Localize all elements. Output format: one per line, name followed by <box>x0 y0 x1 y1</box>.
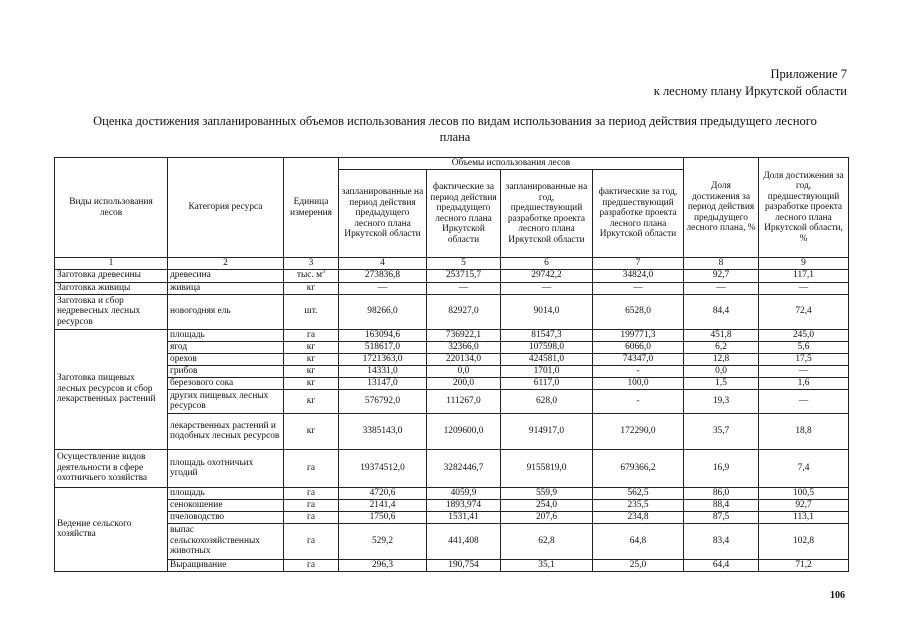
unit-cell: кг <box>284 389 339 413</box>
value-cell: 19,3 <box>684 389 759 413</box>
header-unit: Единица измерения <box>284 158 339 258</box>
value-cell: 19374512,0 <box>339 449 427 487</box>
unit-cell: кг <box>284 353 339 365</box>
value-cell: 273836,8 <box>339 269 427 282</box>
value-cell: 424581,0 <box>501 353 593 365</box>
title-line-2: плана <box>439 130 471 144</box>
value-cell: 441,408 <box>427 523 501 559</box>
value-cell: 6528,0 <box>593 294 684 329</box>
unit-cell: кг <box>284 341 339 353</box>
resource-category: других пищевых лесных ресурсов <box>168 389 284 413</box>
value-cell: 518617,0 <box>339 341 427 353</box>
unit-superscript: 3 <box>322 269 326 276</box>
value-cell: 72,4 <box>759 294 849 329</box>
value-cell: 87,5 <box>684 511 759 523</box>
value-cell: 14331,0 <box>339 365 427 377</box>
value-cell: 190,754 <box>427 559 501 571</box>
title-line-1: Оценка достижения запланированных объемов использования лесов по видам использования за период действия предыдущего лесного <box>93 114 817 128</box>
column-number: 5 <box>427 258 501 270</box>
table-row-growing <box>55 559 849 571</box>
resource-category: живица <box>168 282 284 294</box>
value-cell: 1209600,0 <box>427 413 501 449</box>
value-cell: 81547,3 <box>501 329 593 341</box>
value-cell: 679366,2 <box>593 449 684 487</box>
value-cell: 29742,2 <box>501 269 593 282</box>
value-cell: — <box>593 282 684 294</box>
value-cell: 0,0 <box>684 365 759 377</box>
column-number: 8 <box>684 258 759 270</box>
table-row-grazing <box>55 523 849 559</box>
unit-cell: кг <box>284 282 339 294</box>
value-cell: — <box>759 282 849 294</box>
usage-kind: Заготовка древесины <box>55 269 168 282</box>
column-number: 4 <box>339 258 427 270</box>
table-row-medicinal <box>55 413 849 449</box>
value-cell: 4720,6 <box>339 487 427 499</box>
value-cell: 207,6 <box>501 511 593 523</box>
value-cell: 32366,0 <box>427 341 501 353</box>
usage-kind: Заготовка и сбор недревесных лесных ресурсов <box>55 294 168 329</box>
value-cell: 559,9 <box>501 487 593 499</box>
value-cell: 111267,0 <box>427 389 501 413</box>
page-number: 106 <box>830 590 845 601</box>
value-cell: 1750,6 <box>339 511 427 523</box>
column-number: 2 <box>168 258 284 270</box>
header-volumes-group: Объемы использования лесов <box>339 158 684 170</box>
value-cell: — <box>501 282 593 294</box>
value-cell: 245,0 <box>759 329 849 341</box>
value-cell: 235,5 <box>593 499 684 511</box>
value-cell: 9155819,0 <box>501 449 593 487</box>
value-cell: 5,6 <box>759 341 849 353</box>
header-actual-period: фактические за период действия предыдущего лесного плана Иркутской области <box>427 170 501 258</box>
value-cell: 117,1 <box>759 269 849 282</box>
resource-category: площадь <box>168 329 284 341</box>
table-row-haymaking <box>55 499 849 511</box>
unit-cell: га <box>284 449 339 487</box>
value-cell: 1701,0 <box>501 365 593 377</box>
usage-kind: Заготовка живицы <box>55 282 168 294</box>
value-cell: 35,7 <box>684 413 759 449</box>
column-number-row <box>55 258 849 270</box>
table-row-hunting <box>55 449 849 487</box>
header-share-year: Доля достижения за год, предшествующий разработке проекта лесного плана Иркутской области, % <box>759 158 849 258</box>
unit-cell: шт. <box>284 294 339 329</box>
value-cell: 914917,0 <box>501 413 593 449</box>
header-planned-period: запланированные на период действия предыдущего лесного плана Иркутской области <box>339 170 427 258</box>
unit-cell <box>284 269 339 282</box>
value-cell: — <box>759 365 849 377</box>
value-cell: 451,8 <box>684 329 759 341</box>
resource-category: грибов <box>168 365 284 377</box>
value-cell: 64,8 <box>593 523 684 559</box>
value-cell: 25,0 <box>593 559 684 571</box>
value-cell: 4059,9 <box>427 487 501 499</box>
value-cell: - <box>593 365 684 377</box>
resource-category: сенокошение <box>168 499 284 511</box>
value-cell: 100,5 <box>759 487 849 499</box>
value-cell: 1893,974 <box>427 499 501 511</box>
column-number: 9 <box>759 258 849 270</box>
value-cell: 529,2 <box>339 523 427 559</box>
unit-cell: га <box>284 559 339 571</box>
value-cell: 253715,7 <box>427 269 501 282</box>
value-cell: 7,4 <box>759 449 849 487</box>
header-actual-year: фактические за год, предшествующий разработке проекта лесного плана Иркутской области <box>593 170 684 258</box>
value-cell: 62,8 <box>501 523 593 559</box>
resource-category: ягод <box>168 341 284 353</box>
value-cell: 34824,0 <box>593 269 684 282</box>
value-cell: 3282446,7 <box>427 449 501 487</box>
value-cell: - <box>593 389 684 413</box>
usage-kind: Заготовка пищевых лесных ресурсов и сбор лекарственных растений <box>55 329 168 449</box>
value-cell: 2141,4 <box>339 499 427 511</box>
value-cell: 113,1 <box>759 511 849 523</box>
header-kind: Виды использования лесов <box>55 158 168 258</box>
column-number: 1 <box>55 258 168 270</box>
header-category: Категория ресурса <box>168 158 284 258</box>
appendix-reference: к лесному плану Иркутской области <box>653 84 847 98</box>
resource-category: новогодняя ель <box>168 294 284 329</box>
value-cell: 86,0 <box>684 487 759 499</box>
unit-cell: кг <box>284 365 339 377</box>
resource-category: лекарственных растений и подобных лесных ресурсов <box>168 413 284 449</box>
value-cell: — <box>759 389 849 413</box>
usage-kind: Осуществление видов деятельности в сфере охотничьего хозяйства <box>55 449 168 487</box>
unit-cell: га <box>284 487 339 499</box>
value-cell: 12,8 <box>684 353 759 365</box>
header-row-1 <box>55 158 849 170</box>
value-cell: 64,4 <box>684 559 759 571</box>
value-cell: 234,8 <box>593 511 684 523</box>
column-number: 6 <box>501 258 593 270</box>
unit-cell: га <box>284 523 339 559</box>
value-cell: 1721363,0 <box>339 353 427 365</box>
value-cell: 1,6 <box>759 377 849 389</box>
value-cell: 88,4 <box>684 499 759 511</box>
value-cell: 100,0 <box>593 377 684 389</box>
column-number: 7 <box>593 258 684 270</box>
resource-category: березового сока <box>168 377 284 389</box>
resource-category: орехов <box>168 353 284 365</box>
value-cell: 200,0 <box>427 377 501 389</box>
resource-category: площадь <box>168 487 284 499</box>
unit-cell: кг <box>284 413 339 449</box>
value-cell: 84,4 <box>684 294 759 329</box>
usage-kind: Ведение сельского хозяйства <box>55 487 168 571</box>
value-cell: 83,4 <box>684 523 759 559</box>
value-cell: 0,0 <box>427 365 501 377</box>
value-cell: 1531,41 <box>427 511 501 523</box>
value-cell: 296,3 <box>339 559 427 571</box>
value-cell: 92,7 <box>759 499 849 511</box>
value-cell: 13147,0 <box>339 377 427 389</box>
value-cell: 562,5 <box>593 487 684 499</box>
table-row-agri-area <box>55 487 849 499</box>
table-row-mushrooms <box>55 365 849 377</box>
resource-category: Выращивание <box>168 559 284 571</box>
table-row-berries <box>55 341 849 353</box>
column-number: 3 <box>284 258 339 270</box>
value-cell: 6117,0 <box>501 377 593 389</box>
unit-cell: га <box>284 499 339 511</box>
value-cell: 16,9 <box>684 449 759 487</box>
document-title <box>60 113 850 145</box>
value-cell: 220134,0 <box>427 353 501 365</box>
unit-cell: га <box>284 329 339 341</box>
value-cell: — <box>684 282 759 294</box>
appendix-number: Приложение 7 <box>770 67 847 81</box>
value-cell: 92,7 <box>684 269 759 282</box>
value-cell: 3385143,0 <box>339 413 427 449</box>
header-share-period: Доля достижения за период действия предыдущего лесного плана, % <box>684 158 759 258</box>
table-row-birch-sap <box>55 377 849 389</box>
resource-category: древесина <box>168 269 284 282</box>
resource-category: площадь охотничьих угодий <box>168 449 284 487</box>
unit-cell: кг <box>284 377 339 389</box>
table-row-food-area <box>55 329 849 341</box>
header-planned-year: запланированные на год, предшествующий разработке проекта лесного плана Иркутской области <box>501 170 593 258</box>
value-cell: 199771,3 <box>593 329 684 341</box>
table-row-beekeeping <box>55 511 849 523</box>
value-cell: 82927,0 <box>427 294 501 329</box>
value-cell: — <box>427 282 501 294</box>
table-row-nuts <box>55 353 849 365</box>
value-cell: 107598,0 <box>501 341 593 353</box>
value-cell: 736922,1 <box>427 329 501 341</box>
value-cell: 254,0 <box>501 499 593 511</box>
table-row-resin <box>55 282 849 294</box>
value-cell: 102,8 <box>759 523 849 559</box>
resource-category: выпас сельскохозяйственных животных <box>168 523 284 559</box>
table-row-non-timber <box>55 294 849 329</box>
value-cell: — <box>339 282 427 294</box>
value-cell: 576792,0 <box>339 389 427 413</box>
value-cell: 9014,0 <box>501 294 593 329</box>
value-cell: 172290,0 <box>593 413 684 449</box>
table-row-other-food <box>55 389 849 413</box>
value-cell: 163094,6 <box>339 329 427 341</box>
value-cell: 17,5 <box>759 353 849 365</box>
value-cell: 74347,0 <box>593 353 684 365</box>
value-cell: 628,0 <box>501 389 593 413</box>
value-cell: 6066,0 <box>593 341 684 353</box>
resource-category: пчеловодство <box>168 511 284 523</box>
value-cell: 35,1 <box>501 559 593 571</box>
value-cell: 98266,0 <box>339 294 427 329</box>
usage-table <box>54 157 849 572</box>
value-cell: 18,8 <box>759 413 849 449</box>
appendix-label <box>654 66 847 100</box>
value-cell: 71,2 <box>759 559 849 571</box>
unit-cell: га <box>284 511 339 523</box>
unit-text: тыс. м <box>296 270 323 281</box>
table-row-timber <box>55 269 849 282</box>
value-cell: 6,2 <box>684 341 759 353</box>
value-cell: 1,5 <box>684 377 759 389</box>
